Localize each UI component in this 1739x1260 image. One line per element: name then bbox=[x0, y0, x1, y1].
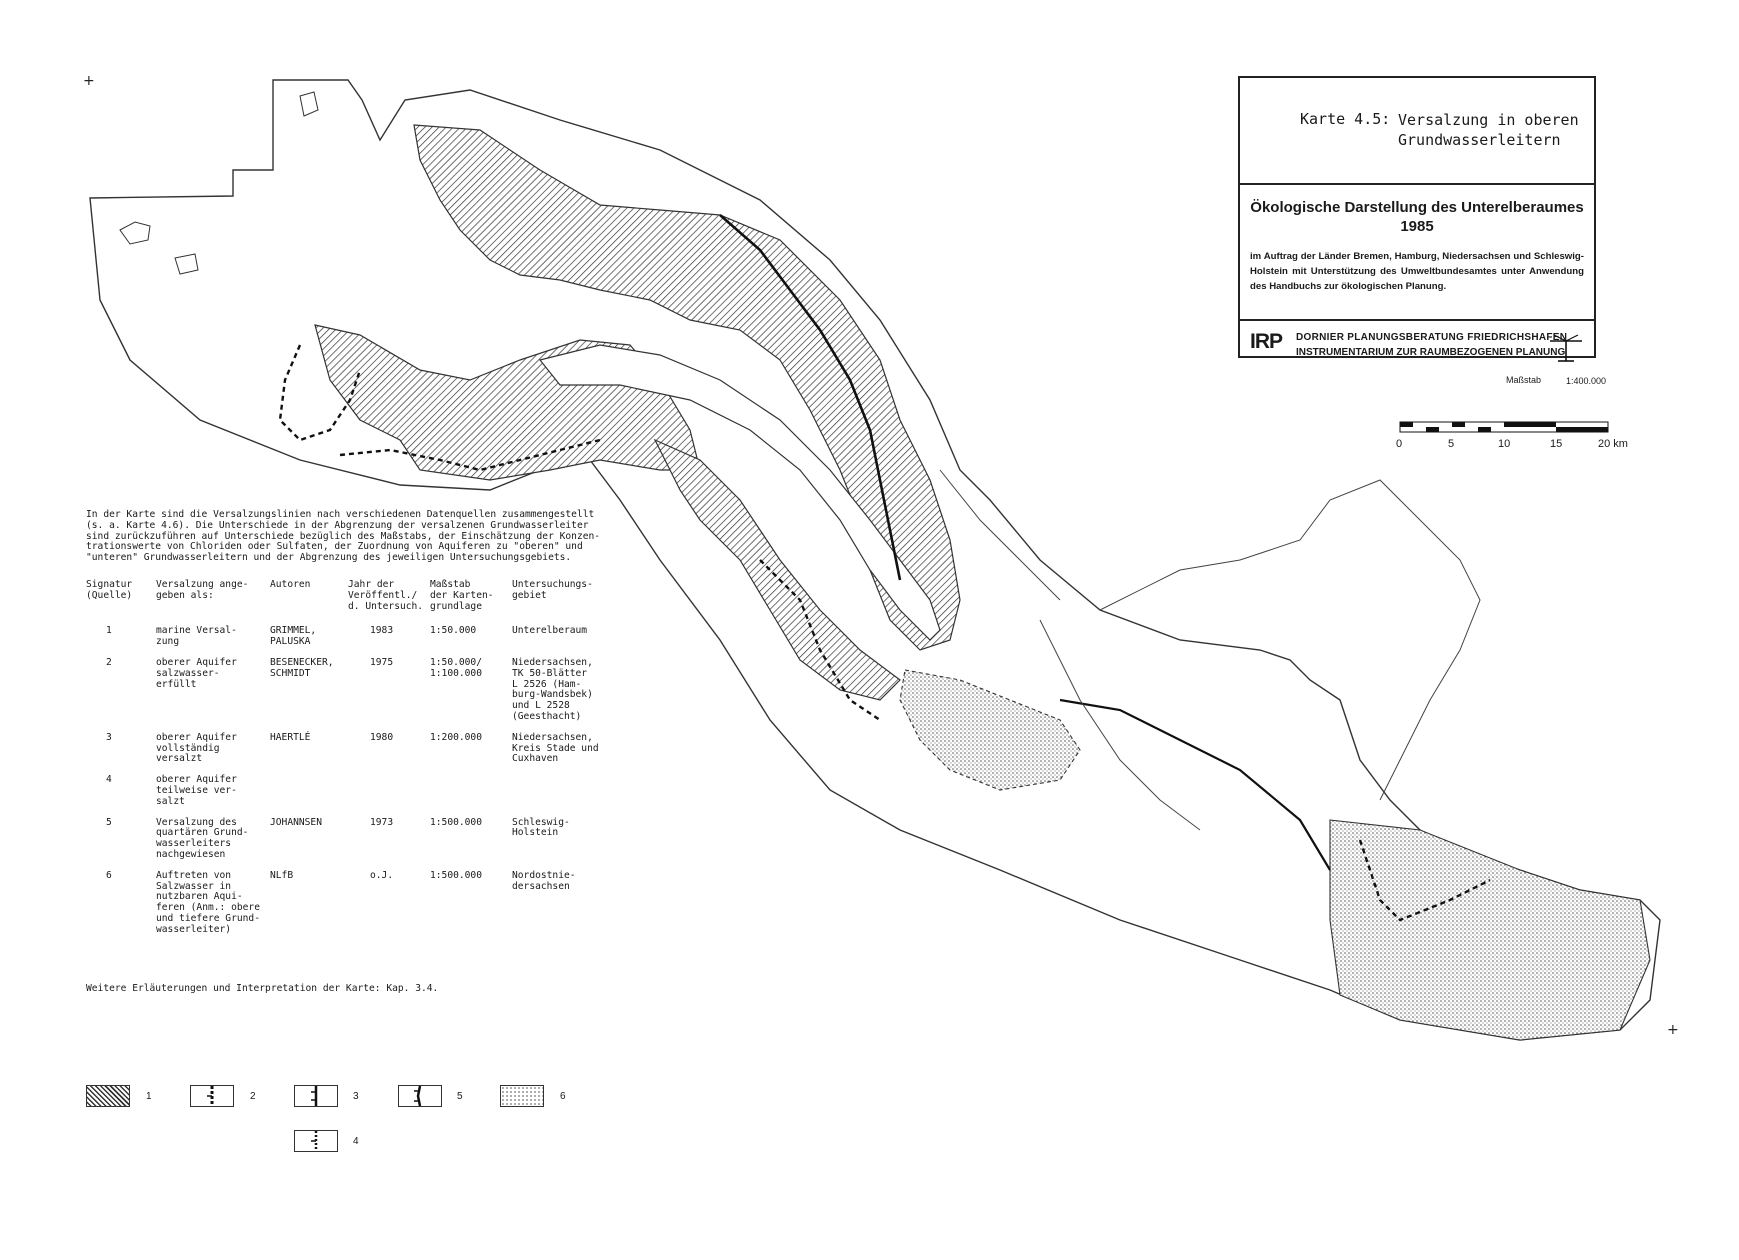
header-signatur: Signatur (Quelle) bbox=[86, 579, 133, 601]
scale-tick: 20 km bbox=[1598, 438, 1628, 450]
header-jahr: Jahr der Veröffentl./ d. Untersuch. bbox=[348, 579, 424, 612]
table-row bbox=[86, 871, 612, 946]
org-line-1: DORNIER PLANUNGSBERATUNG FRIEDRICHSHAFEN bbox=[1296, 332, 1568, 343]
key-symbol-4 bbox=[294, 1130, 338, 1152]
key-number: 5 bbox=[457, 1091, 463, 1102]
key-symbol-3 bbox=[294, 1085, 338, 1107]
cell-versalzung: Versalzung des quartären Grund- wasserleiters nachgewiesen bbox=[156, 816, 249, 860]
key-number: 3 bbox=[353, 1091, 359, 1102]
cell-jahr: 1980 bbox=[370, 731, 394, 743]
cell-massstab: 1:500.000 bbox=[430, 869, 482, 881]
cell-autoren: HAERTLÉ bbox=[270, 731, 311, 743]
table-header bbox=[86, 580, 612, 626]
header-versalzung: Versalzung ange- geben als: bbox=[156, 579, 249, 601]
registration-mark-top-left: + bbox=[83, 73, 95, 89]
title-study bbox=[1240, 199, 1594, 321]
key-number: 2 bbox=[250, 1091, 256, 1102]
scale-tick: 15 bbox=[1550, 438, 1563, 450]
cell-versalzung: Auftreten von Salzwasser in nutzbaren Aqui- feren (Anm.: obere und tiefere Grund- wasserleiter) bbox=[156, 869, 260, 935]
cell-gebiet: Niedersachsen, TK 50-Blätter L 2526 (Ham- burg-Wandsbek) und L 2528 (Geesthacht) bbox=[512, 656, 593, 722]
cell-jahr: 1983 bbox=[370, 625, 394, 637]
cell-jahr: o.J. bbox=[370, 869, 394, 881]
cell-massstab: 1:50.000 bbox=[430, 625, 477, 637]
table-row bbox=[86, 658, 612, 733]
map-number: Karte 4.5: bbox=[1300, 110, 1391, 128]
cell-autoren: NLfB bbox=[270, 869, 294, 881]
signature-table bbox=[86, 580, 612, 946]
cell-jahr bbox=[348, 775, 430, 817]
title-top bbox=[1240, 78, 1594, 185]
key-symbol-5 bbox=[398, 1085, 442, 1107]
cell-gebiet: Nordostnie- dersachsen bbox=[512, 869, 576, 892]
cell-sig: 6 bbox=[106, 869, 112, 881]
cell-versalzung: oberer Aquifer teilweise ver- salzt bbox=[156, 774, 237, 807]
cell-sig: 1 bbox=[106, 625, 112, 637]
table-row bbox=[86, 775, 612, 817]
study-title: Ökologische Darstellung des Unterelberaumes bbox=[1250, 199, 1584, 216]
cell-sig: 3 bbox=[106, 731, 112, 743]
cell-massstab: 1:50.000/ 1:100.000 bbox=[430, 656, 482, 679]
cell-autoren bbox=[270, 775, 348, 817]
irp-mark-icon bbox=[1546, 327, 1586, 365]
key-symbol-6 bbox=[500, 1085, 544, 1107]
cell-gebiet: Schleswig- Holstein bbox=[512, 816, 570, 839]
cell-versalzung: oberer Aquifer vollständig versalzt bbox=[156, 731, 237, 765]
scale-tick: 10 bbox=[1498, 438, 1511, 450]
irp-logo: IRP bbox=[1250, 330, 1283, 353]
cell-massstab: 1:200.000 bbox=[430, 731, 482, 743]
org-line-2: INSTRUMENTARIUM ZUR RAUMBEZOGENEN PLANUNG bbox=[1296, 347, 1566, 358]
header-autoren: Autoren bbox=[270, 579, 311, 590]
table-row bbox=[86, 733, 612, 775]
key-symbol-1 bbox=[86, 1085, 130, 1107]
header-massstab: Maßstab der Karten- grundlage bbox=[430, 579, 494, 612]
scale-bar bbox=[1400, 422, 1608, 432]
footer-note: Weitere Erläuterungen und Interpretation der Karte: Kap. 3.4. bbox=[86, 983, 439, 994]
scale-tick: 0 bbox=[1396, 438, 1403, 450]
cell-autoren: BESENECKER, SCHMIDT bbox=[270, 656, 334, 679]
registration-mark-right: + bbox=[1667, 1022, 1679, 1038]
map-title: Versalzung in oberen Grundwasserleitern bbox=[1398, 111, 1579, 149]
legend-intro: In der Karte sind die Versalzungslinien nach verschiedenen Datenquellen zusammengestellt (s. a. Karte 4.6). Die Unterschiede in der Abgrenzung der versalzenen Grundwasserleiter sind zurückzuführen auf Unterschiede bezüglich des Maßstabs, der Einschätzung der Konzen- trationswerte von Chloriden oder Sulfaten, der Zuordnung von Aquiferen zu "oberen" und "unteren" Grundwasserleitern und der Abgrenzung des jeweiligen Untersuchungsgebiets. bbox=[86, 509, 601, 564]
cell-versalzung: marine Versal- zung bbox=[156, 625, 237, 648]
key-number: 1 bbox=[146, 1091, 152, 1102]
cell-autoren: GRIMMEL, PALUSKA bbox=[270, 625, 317, 648]
cell-autoren: JOHANNSEN bbox=[270, 816, 322, 828]
scale-label: Maßstab bbox=[1506, 375, 1542, 385]
table-row bbox=[86, 626, 612, 658]
key-number: 4 bbox=[353, 1136, 359, 1147]
scale-tick: 5 bbox=[1448, 438, 1455, 450]
header-gebiet: Untersuchungs- gebiet bbox=[512, 579, 593, 601]
cell-sig: 2 bbox=[106, 656, 112, 668]
cell-versalzung: oberer Aquifer salzwasser- erfüllt bbox=[156, 656, 237, 690]
cell-sig: 4 bbox=[106, 774, 112, 786]
dotted-zone-east bbox=[1330, 820, 1650, 1040]
scale-ratio: 1:400.000 bbox=[1566, 376, 1607, 386]
cell-gebiet: Unterelberaum bbox=[512, 625, 588, 637]
cell-jahr: 1975 bbox=[370, 656, 394, 668]
title-box bbox=[1238, 76, 1596, 358]
table-row bbox=[86, 818, 612, 871]
key-symbol-2 bbox=[190, 1085, 234, 1107]
title-organization bbox=[1240, 321, 1594, 371]
key-number: 6 bbox=[560, 1091, 566, 1102]
cell-gebiet: Niedersachsen, Kreis Stade und Cuxhaven bbox=[512, 731, 599, 765]
cell-massstab bbox=[430, 775, 512, 817]
study-commission: im Auftrag der Länder Bremen, Hamburg, Niedersachsen und Schleswig-Holstein mit Unterstützung des Umweltbundesamtes unter Anwendung des Handbuchs zur ökologischen Planung. bbox=[1250, 251, 1584, 292]
cell-massstab: 1:500.000 bbox=[430, 816, 482, 828]
cell-sig: 5 bbox=[106, 816, 112, 828]
cell-gebiet bbox=[512, 775, 612, 817]
study-year: 1985 bbox=[1400, 218, 1434, 235]
cell-jahr: 1973 bbox=[370, 816, 394, 828]
